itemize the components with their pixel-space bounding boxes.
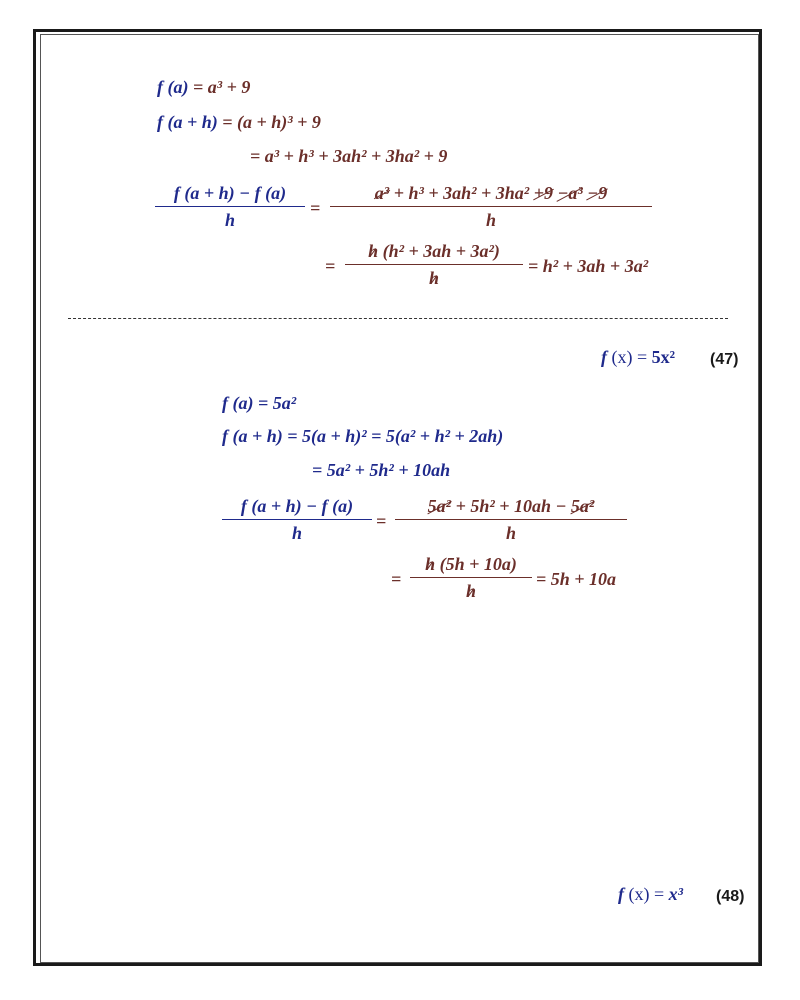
p46-equals-2: = [325,256,336,276]
p47-equals-1: = [376,511,387,531]
p47-problem-number: (47) [710,351,739,368]
p47-step1-denominator: h [505,523,516,543]
p46-step1-fraction [330,183,652,231]
p46-step2-result: = h² + 3ah + 3a² [528,256,649,276]
p47-quotient-denominator: h [291,523,302,543]
p46-equals-1: = [310,198,321,218]
p47-step1-middle: + 5h² + 10ah − [451,496,571,516]
p47-heading [601,347,675,368]
p46-step1-middle: + h³ + 3ah² + 3ha² [389,183,534,203]
p48-problem-number: (48) [716,888,745,905]
p47-step2-fraction [410,554,532,602]
p46-cancel-h-top: h [368,241,379,261]
p47-step1-numerator [395,496,627,519]
p47-line2: f (a + h) = 5(a + h)² = 5(a² + h² + 2ah) [222,426,504,446]
p47-step2-numerator [410,554,532,577]
p46-step1-numerator [330,183,652,206]
p46-line2-lhs: f (a + h) [157,112,218,132]
p47-cancel-5a2-second: 5a² [570,496,595,516]
p47-quotient-numerator: f (a + h) − f (a) [240,496,354,516]
p47-heading-rhs: 5x² [651,347,676,367]
section-divider [68,318,728,319]
p46-line3: = a³ + h³ + 3ah² + 3ha² + 9 [250,146,448,166]
p47-step1-fraction [395,496,627,544]
p46-line1-rhs: = a³ + 9 [192,77,251,97]
p47-heading-x: (x) [607,347,637,367]
p47-cancel-h-top: h [425,554,436,574]
p46-cancel-plus9: +9 [533,183,553,203]
p47-line1: f (a) = 5a² [222,393,297,413]
p47-difference-quotient [222,496,372,544]
p48-heading [618,884,683,905]
p46-line1-lhs: f (a) [157,77,189,97]
p46-step1-denominator: h [485,210,496,230]
p46-difference-quotient [155,183,305,231]
p46-cancel-minus-a3: −a³ [557,183,583,203]
p47-heading-eq: = [637,347,652,367]
p46-line1 [157,77,250,98]
p46-step2-fraction [345,241,523,289]
p47-step2-result: = 5h + 10a [536,569,617,589]
p47-cancel-h-bottom: h [465,581,476,601]
p47-heading-f: f [601,347,607,367]
p48-heading-eq: = [654,884,669,904]
p46-quotient-numerator: f (a + h) − f (a) [173,183,287,203]
p46-cancel-h-bottom: h [428,268,439,288]
p47-cancel-5a2-first: 5a² [427,496,452,516]
p46-step2-numerator [345,241,523,264]
p46-step2-factor: (h² + 3ah + 3a²) [378,241,500,261]
p46-line2-rhs: = (a + h)³ + 9 [222,112,321,132]
p47-line3: = 5a² + 5h² + 10ah [312,460,451,480]
p46-line2 [157,112,321,133]
p46-cancel-a3: a³ [374,183,390,203]
p47-step2-factor: (5h + 10a) [435,554,517,574]
p46-cancel-minus9: −9 [587,183,608,203]
p48-heading-f: f [618,884,624,904]
p48-heading-x: (x) [624,884,654,904]
p46-step2-denominator [345,265,523,289]
p47-equals-2: = [391,569,402,589]
p46-quotient-denominator: h [224,210,235,230]
p48-heading-rhs: x³ [668,884,684,904]
p47-step2-denominator [410,578,532,602]
